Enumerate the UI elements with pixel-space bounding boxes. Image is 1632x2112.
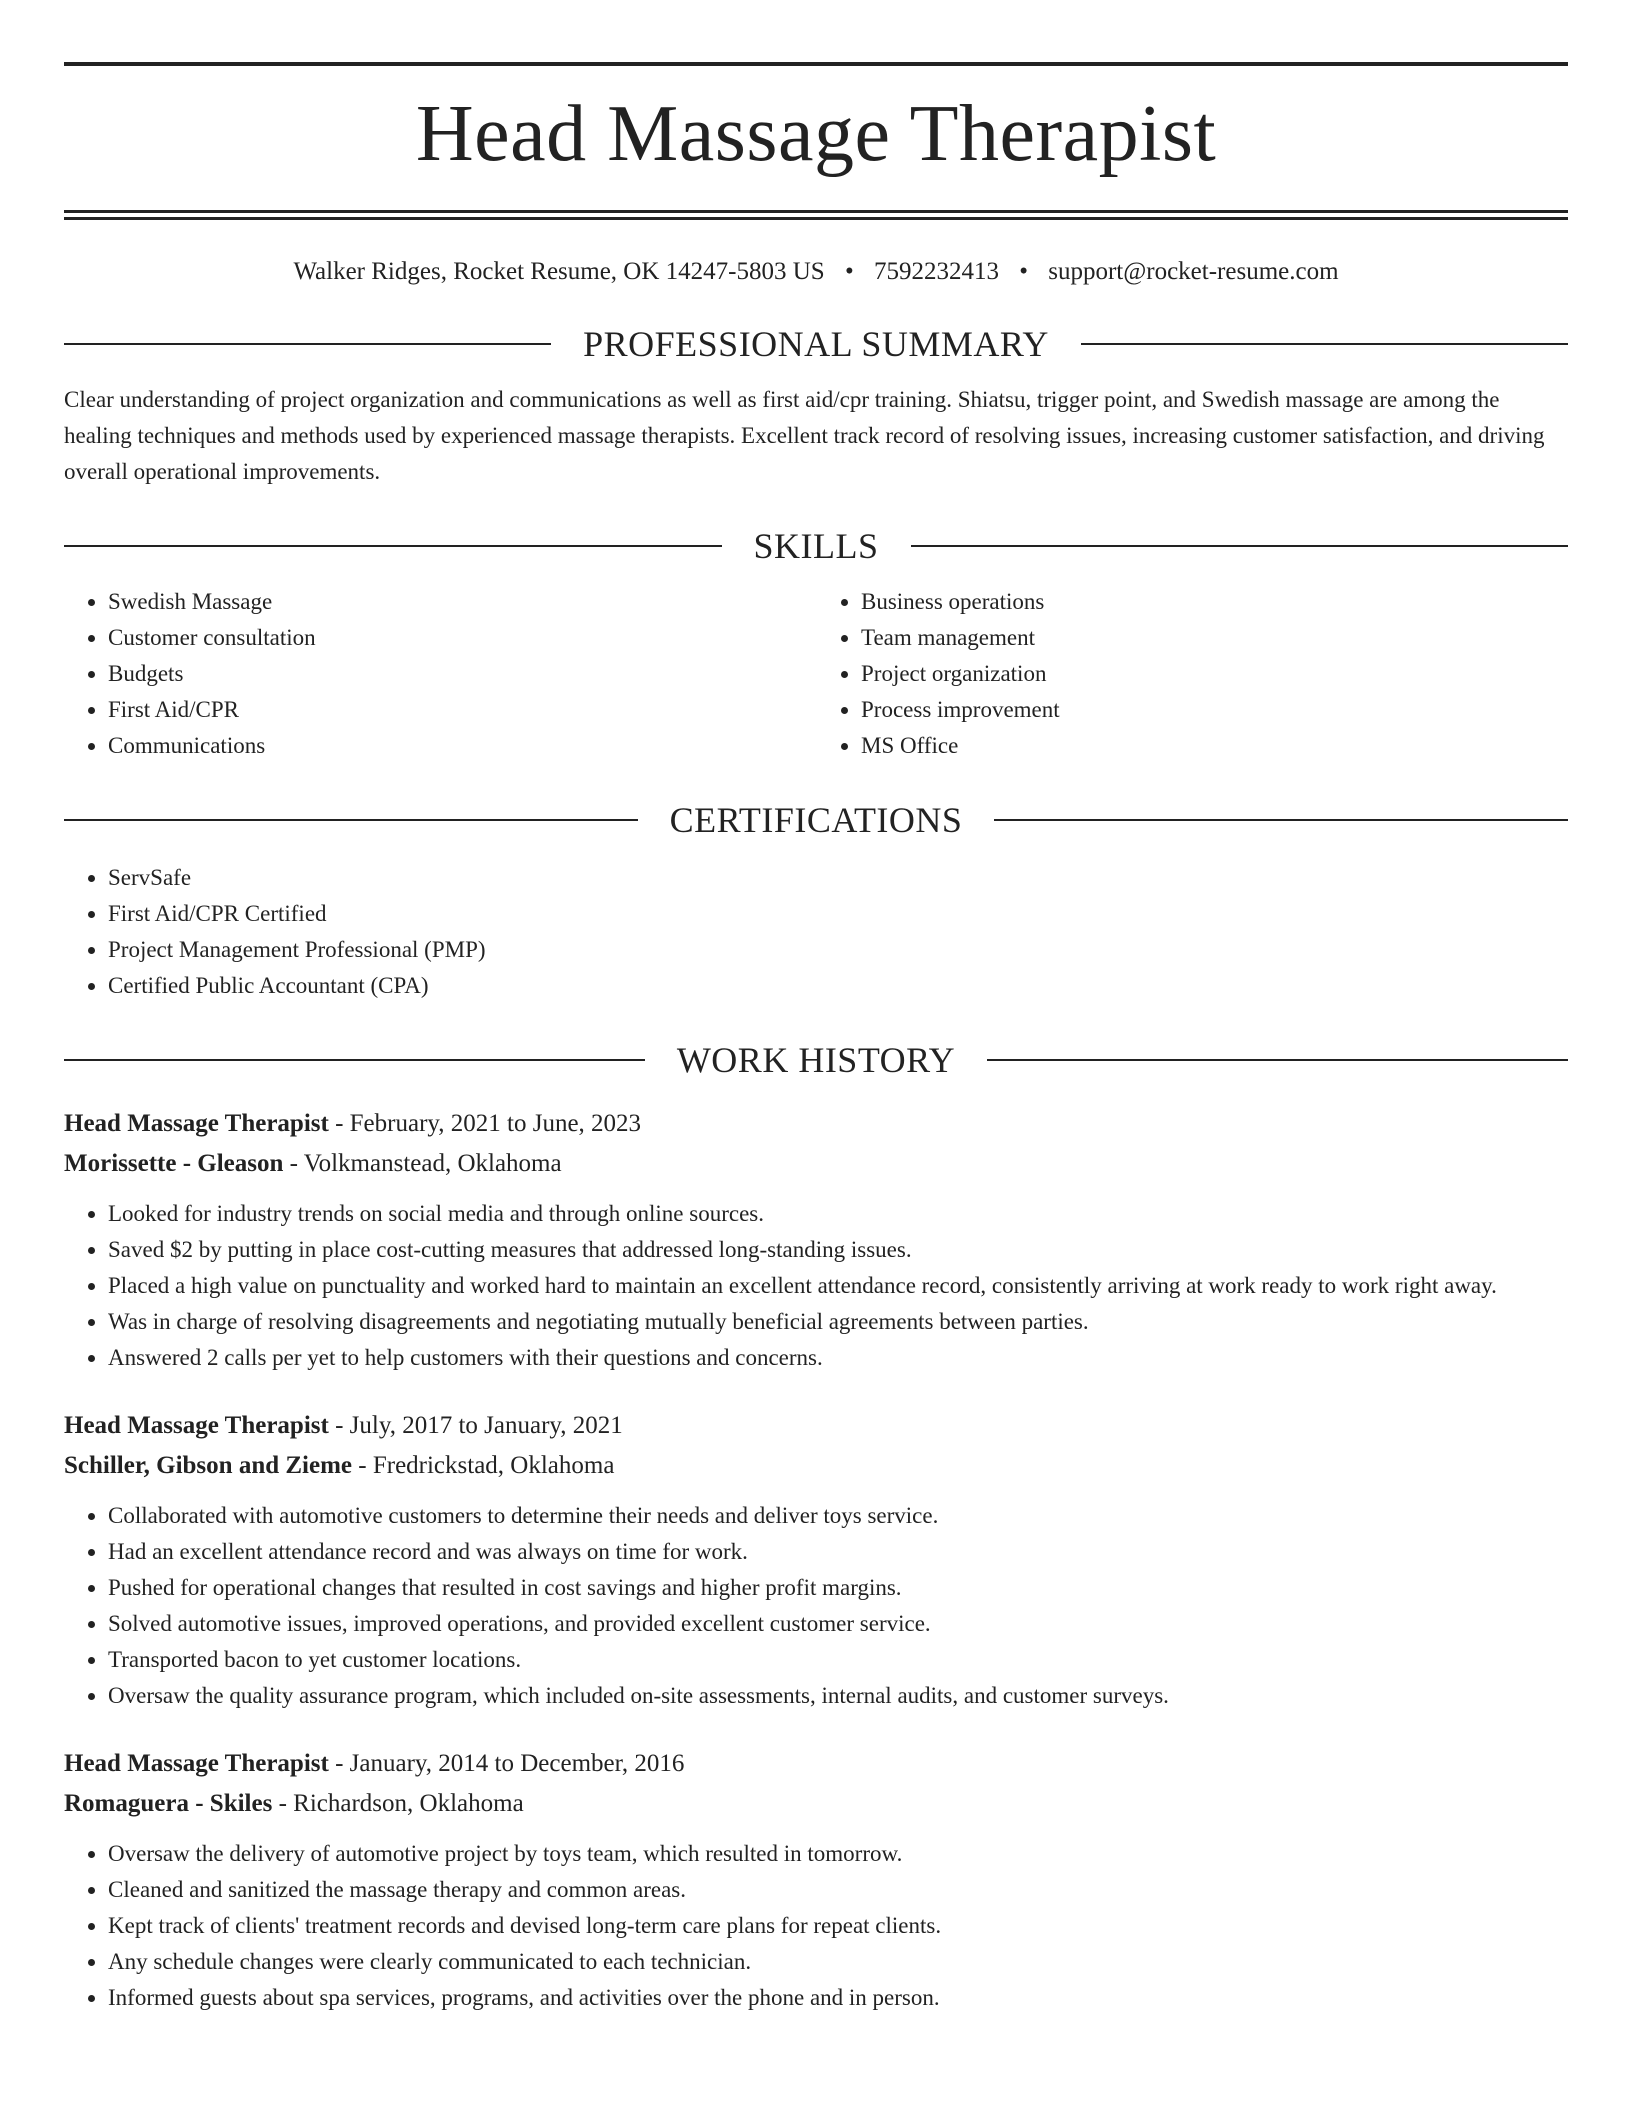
- skills-heading-row: [64, 524, 1568, 568]
- skill-item: • Business operations: [861, 584, 1568, 620]
- skill-item: • Project organization: [861, 656, 1568, 692]
- job-dates: - February, 2021 to June, 2023: [328, 1110, 642, 1137]
- certifications-heading: CERTIFICATIONS: [669, 800, 963, 840]
- job-bullet: • Informed guests about spa services, programs, and activities over the phone and in person.: [108, 1980, 1568, 2016]
- contact-phone: 7592232413: [873, 258, 999, 285]
- skills-columns: [64, 584, 1568, 764]
- job-company: Morissette - Gleason: [64, 1150, 284, 1177]
- heading-rule: [994, 819, 1568, 821]
- job-bullet: • Was in charge of resolving disagreements and negotiating mutually beneficial agreements between parties.: [108, 1304, 1568, 1340]
- contact-line: [64, 256, 1568, 288]
- job-company: Romaguera - Skiles: [64, 1790, 273, 1817]
- job-entry: [64, 1406, 1568, 1714]
- job-dates: - July, 2017 to January, 2021: [328, 1412, 623, 1439]
- work-heading-row: [64, 1038, 1568, 1082]
- job-bullet: • Saved $2 by putting in place cost-cutting measures that addressed long-standing issues.: [108, 1232, 1568, 1268]
- job-company-line: [64, 1144, 1568, 1184]
- top-rule: [64, 62, 1568, 66]
- job-title-line: [64, 1406, 1568, 1446]
- job-location: - Volkmanstead, Oklahoma: [283, 1150, 562, 1177]
- job-bullet: • Pushed for operational changes that resulted in cost savings and higher profit margins.: [108, 1570, 1568, 1606]
- skill-item: • Process improvement: [861, 692, 1568, 728]
- job-company-line: [64, 1446, 1568, 1486]
- job-bullet: • Oversaw the quality assurance program, which included on-site assessments, internal audits, and customer surveys.: [108, 1678, 1568, 1714]
- skill-item: • Communications: [108, 728, 815, 764]
- heading-rule: [64, 1059, 645, 1061]
- job-bullet: • Placed a high value on punctuality and worked hard to maintain an excellent attendance record, consistently arriving at work ready to work right away.: [108, 1268, 1568, 1304]
- job-title-line: [64, 1744, 1568, 1784]
- heading-rule: [64, 819, 638, 821]
- heading-rule: [64, 343, 551, 345]
- contact-separator: •: [1019, 258, 1028, 285]
- contact-address: Walker Ridges, Rocket Resume, OK 14247-5803 US: [293, 258, 825, 285]
- job-bullet: • Kept track of clients' treatment records and devised long-term care plans for repeat clients.: [108, 1908, 1568, 1944]
- skills-heading: SKILLS: [753, 526, 879, 566]
- certification-item: • Project Management Professional (PMP): [108, 932, 1568, 968]
- skill-item: • Budgets: [108, 656, 815, 692]
- summary-heading-row: [64, 322, 1568, 366]
- resume-page: [64, 0, 1568, 2016]
- certification-item: • ServSafe: [108, 860, 1568, 896]
- job-bullet: • Solved automotive issues, improved operations, and provided excellent customer service.: [108, 1606, 1568, 1642]
- skill-item: • First Aid/CPR: [108, 692, 815, 728]
- work-heading: WORK HISTORY: [676, 1040, 956, 1080]
- title-double-rule: [64, 210, 1568, 220]
- contact-email: support@rocket-resume.com: [1048, 258, 1339, 285]
- skill-item: • Customer consultation: [108, 620, 815, 656]
- contact-separator: •: [844, 258, 854, 285]
- job-entry: [64, 1104, 1568, 1376]
- summary-heading: PROFESSIONAL SUMMARY: [583, 324, 1049, 364]
- job-bullet: • Transported bacon to yet customer locations.: [108, 1642, 1568, 1678]
- job-bullet: • Any schedule changes were clearly communicated to each technician.: [108, 1944, 1568, 1980]
- heading-rule: [987, 1059, 1568, 1061]
- job-title-line: [64, 1104, 1568, 1144]
- job-bullets: [64, 1498, 1568, 1714]
- skill-item: • Swedish Massage: [108, 584, 815, 620]
- job-dates: - January, 2014 to December, 2016: [328, 1750, 685, 1777]
- job-bullet: • Answered 2 calls per yet to help customers with their questions and concerns.: [108, 1340, 1568, 1376]
- job-bullets: [64, 1836, 1568, 2016]
- job-bullet: • Collaborated with automotive customers to determine their needs and deliver toys service.: [108, 1498, 1568, 1534]
- certifications-heading-row: [64, 798, 1568, 842]
- job-bullets: [64, 1196, 1568, 1376]
- summary-text: Clear understanding of project organization and communications as well as first aid/cpr training. Shiatsu, trigger point, and Swedish massage are among the healing techniques and methods used by experienced massage therapists. Excellent track record of resolving issues, increasing customer satisfaction, and driving overall operational improvements.: [64, 387, 1545, 484]
- certification-item: • Certified Public Accountant (CPA): [108, 968, 1568, 1004]
- job-title: Head Massage Therapist: [64, 1110, 329, 1137]
- heading-rule: [64, 545, 722, 547]
- job-location: - Richardson, Oklahoma: [272, 1790, 524, 1817]
- skills-list-left: [64, 584, 815, 764]
- resume-title: Head Massage Therapist: [415, 90, 1217, 178]
- heading-rule: [911, 545, 1569, 547]
- skill-item: • MS Office: [861, 728, 1568, 764]
- job-bullet: • Cleaned and sanitized the massage therapy and common areas.: [108, 1872, 1568, 1908]
- certification-item: • First Aid/CPR Certified: [108, 896, 1568, 932]
- job-bullet: • Had an excellent attendance record and was always on time for work.: [108, 1534, 1568, 1570]
- job-bullet: • Oversaw the delivery of automotive project by toys team, which resulted in tomorrow.: [108, 1836, 1568, 1872]
- skills-list-right: [815, 584, 1568, 764]
- job-location: - Fredrickstad, Oklahoma: [352, 1452, 615, 1479]
- job-bullet: • Looked for industry trends on social media and through online sources.: [108, 1196, 1568, 1232]
- job-title: Head Massage Therapist: [64, 1412, 329, 1439]
- heading-rule: [1081, 343, 1568, 345]
- certifications-list: [64, 860, 1568, 1004]
- skill-item: • Team management: [861, 620, 1568, 656]
- job-company-line: [64, 1784, 1568, 1824]
- job-entry: [64, 1744, 1568, 2016]
- job-company: Schiller, Gibson and Zieme: [64, 1452, 353, 1479]
- job-title: Head Massage Therapist: [64, 1750, 329, 1777]
